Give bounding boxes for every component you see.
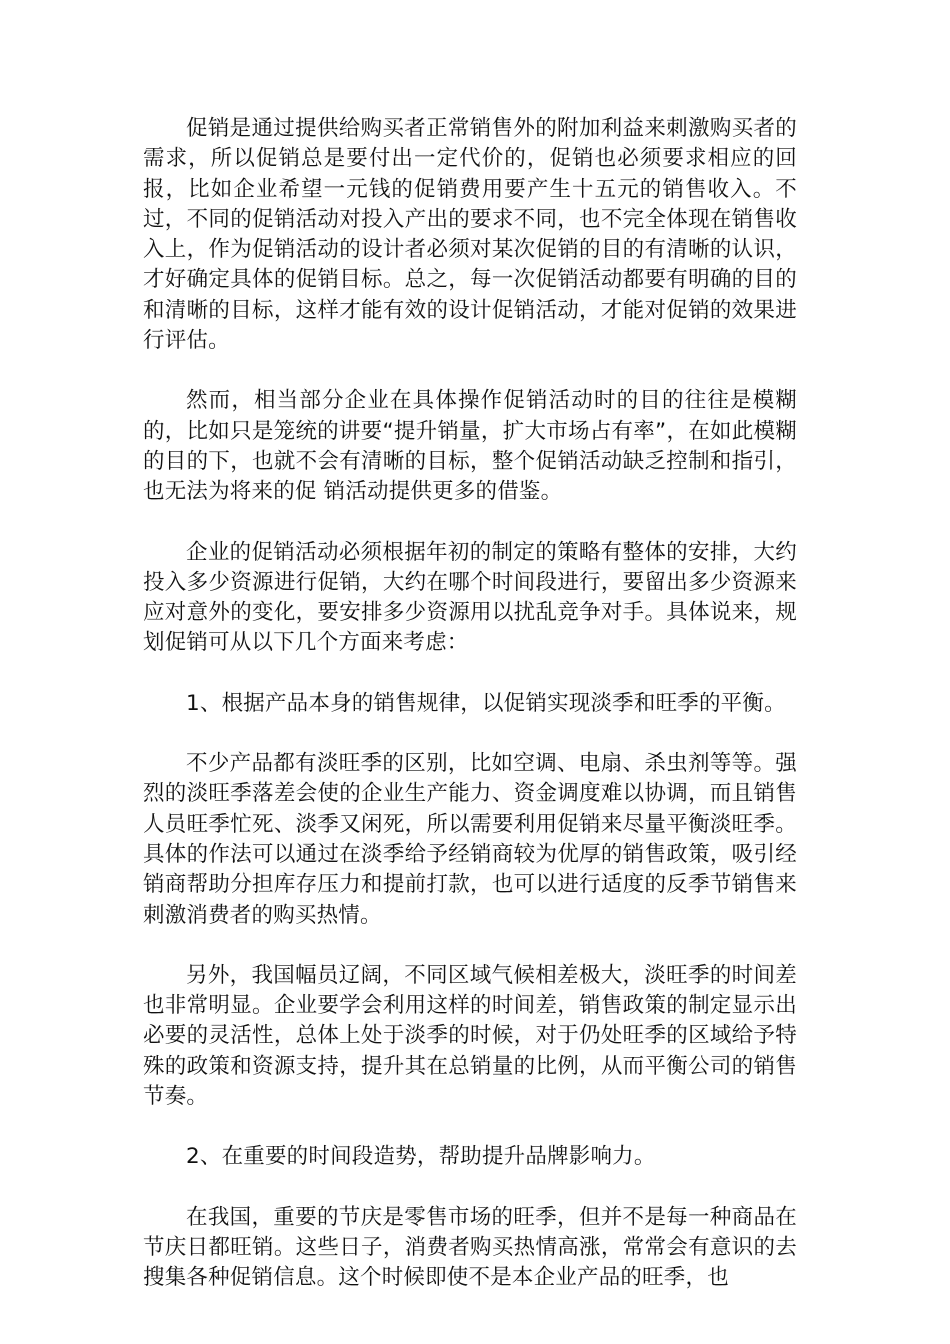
paragraph-overall-planning: 企业的促销活动必须根据年初的制定的策略有整体的安排，大约投入多少资源进行促销，大约在哪个时间段进行，要留出多少资源来应对意外的变化，要安排多少资源用以扰乱竞争对手。具体说来，规划促销可从以下几个方面来考虑： [143, 539, 797, 656]
paragraph-vague-goals: 然而，相当部分企业在具体操作促销活动时的目的往往是模糊的，比如只是笼统的讲要“提升销量，扩大市场占有率”，在如此模糊的目的下，也就不会有清晰的目标，整个促销活动缺乏控制和指引，也无法为将来的促 销活动提供更多的借鉴。 [143, 388, 797, 505]
paragraph-regional-difference: 另外，我国幅员辽阔，不同区域气候相差极大，淡旺季的时间差也非常明显。企业要学会利用这样的时间差，销售政策的制定显示出必要的灵活性，总体上处于淡季的时候，对于仍处旺季的区域给予特殊的政策和资源支持，提升其在总销量的比例，从而平衡公司的销售节奏。 [143, 962, 797, 1110]
document-body [143, 114, 797, 1294]
paragraph-seasonality: 不少产品都有淡旺季的区别，比如空调、电扇、杀虫剂等等。强烈的淡旺季落差会使的企业生产能力、资金调度难以协调，而且销售人员旺季忙死、淡季又闲死，所以需要利用促销来尽量平衡淡旺季。具体的作法可以通过在淡季给予经销商较为优厚的销售政策，吸引经销商帮助分担库存压力和提前打款，也可以进行适度的反季节销售来刺激消费者的购买热情。 [143, 751, 797, 928]
paragraph-point-1-heading: 1、根据产品本身的销售规律，以促销实现淡季和旺季的平衡。 [186, 690, 786, 716]
paragraph-holidays: 在我国，重要的节庆是零售市场的旺季，但并不是每一种商品在节庆日都旺销。这些日子，消费者购买热情高涨，常常会有意识的去搜集各种促销信息。这个时候即使不是本企业产品的旺季，也 [143, 1204, 797, 1291]
paragraph-point-2-heading: 2、在重要的时间段造势，帮助提升品牌影响力。 [186, 1144, 656, 1170]
paragraph-promotion-purpose: 促销是通过提供给购买者正常销售外的附加利益来刺激购买者的需求，所以促销总是要付出一定代价的，促销也必须要求相应的回报，比如企业希望一元钱的促销费用要产生十五元的销售收入。不过，不同的促销活动对投入产出的要求不同，也不完全体现在销售收入上，作为促销活动的设计者必须对某次促销的目的有清晰的认识，才好确定具体的促销目标。总之，每一次促销活动都要有明确的目的和清晰的目标，这样才能有效的设计促销活动，才能对促销的效果进行评估。 [143, 116, 797, 354]
